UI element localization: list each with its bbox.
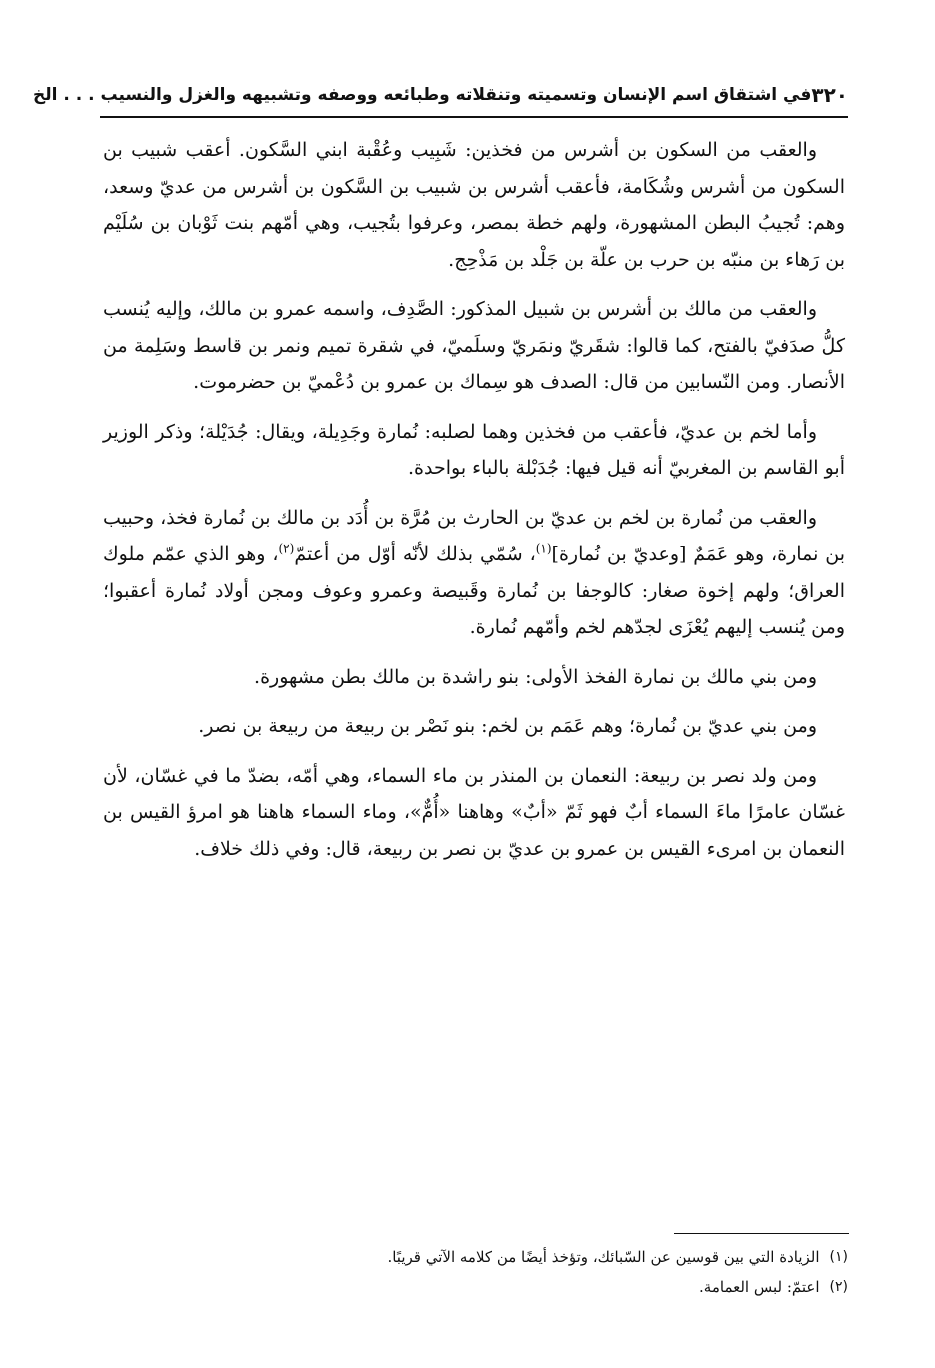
footnote-number: (٢) — [829, 1279, 848, 1295]
footnote-text: اعتمّ: لبس العمامة. — [699, 1278, 820, 1296]
paragraph: ومن بني مالك بن نمارة الفخذ الأولى: بنو راشدة بن مالك بطن مشهورة. — [254, 665, 817, 688]
paragraph-text: ، سُمّي بذلك لأنّه أوّل من أعتمّ — [294, 543, 536, 565]
footnotes — [103, 1242, 848, 1302]
footnote-number: (١) — [829, 1249, 848, 1265]
paragraph — [103, 500, 845, 646]
main-text — [103, 132, 845, 880]
footnote — [103, 1242, 848, 1272]
footnote-reference: (١) — [535, 541, 552, 556]
page-header — [32, 78, 848, 118]
footnote — [103, 1272, 848, 1302]
footnote-separator — [674, 1233, 849, 1234]
paragraph-text: ، وهو الذي عمّم ملوك العراق؛ ولهم إخوة صغار: كالوجفا بن نُمارة وقَبيصة وعمرو وعوف ومجن أولاد نُمارة أعقبوا؛ ومن يُنسب إليهم يُعْزَى لجدّهم لخم وأمّهم نُمارة. — [103, 543, 845, 638]
paragraph: وأما لخم بن عديّ، فأعقب من فخذين وهما لصلبه: نُمارة وجَدِيلة، ويقال: جُدَيْلة؛ وذكر الوزير أبو القاسم بن المغربيّ أنه قيل فيها: جُدَبْلة بالباء بواحدة. — [103, 420, 845, 479]
page-number: ٣٢٠ — [811, 83, 848, 107]
paragraph: والعقب من مالك بن أشرس بن شبيل المذكور: الصَّدِف، واسمه عمرو بن مالك، وإليه يُنسب كلُّ صدَفيّ بالفتح، كما قالوا: شقَريّ ونمَريّ وسلَميّ، في شقرة تميم ونمر بن قاسط وسَلِمة من الأنصار. ومن النّسابين من قال: الصدف هو سِماك بن عمرو بن دُعْميّ بن حضرموت. — [103, 298, 845, 393]
paragraph: ومن ولد نصر بن ربيعة: النعمان بن المنذر بن ماء السماء، وهي أمّه، بضدّ ما في غسّان، لأن غسّان عامرًا ماءَ السماء أبٌ فهو ثَمّ «أبٌ» وهاهنا «أُمٌّ»، وماء السماء هاهنا هو امرؤ القيس بن النعمان بن امرىء القيس بن عمرو بن عديّ بن نصر بن ربيعة، قال: وفي ذلك خلاف. — [103, 764, 845, 860]
paragraph: والعقب من السكون بن أشرس من فخذين: شَبِيب وعُقْبة ابني السَّكون. أعقب شبيب بن السكون من أشرس وشُكَامة، فأعقب أشرس بن شبيب بن السَّكون بن أشرس من عديّ وسعد، وهم: تُجيبُ البطن المشهورة، ولهم خطة بمصر، وعرفوا بتُجيب، وهي أمّهم بنت ثَوْبان بن سُلَيْم بن رَهاء بن منبّه بن حرب بن علّة بن جَلْد بن مَذْحِج. — [103, 139, 845, 271]
running-title: في اشتقاق اسم الإنسان وتسميته وتنقلاته وطبائعه ووصفه وتشبيهه والغزل والنسيب . . . الخ — [32, 85, 812, 105]
paragraph: ومن بني عديّ بن نُمارة؛ وهم عَمَم بن لخم: بنو نَصْر بن ربيعة من ربيعة بن نصر. — [198, 715, 817, 737]
footnote-text: الزيادة التي بين قوسين عن السّبائك، وتؤخذ أيضًا من كلامه الآتي قريبًا. — [387, 1248, 820, 1266]
footnote-reference: (٢) — [278, 541, 295, 556]
paragraph-text: والعقب من نُمارة بن لخم بن عديّ بن الحارث بن مُرَّة بن أُدَد بن مالك بن نُمارة فخذ، وحبيب بن نمارة، وهو عَمَمٌ [وعديّ بن نُمارة] — [103, 506, 845, 565]
